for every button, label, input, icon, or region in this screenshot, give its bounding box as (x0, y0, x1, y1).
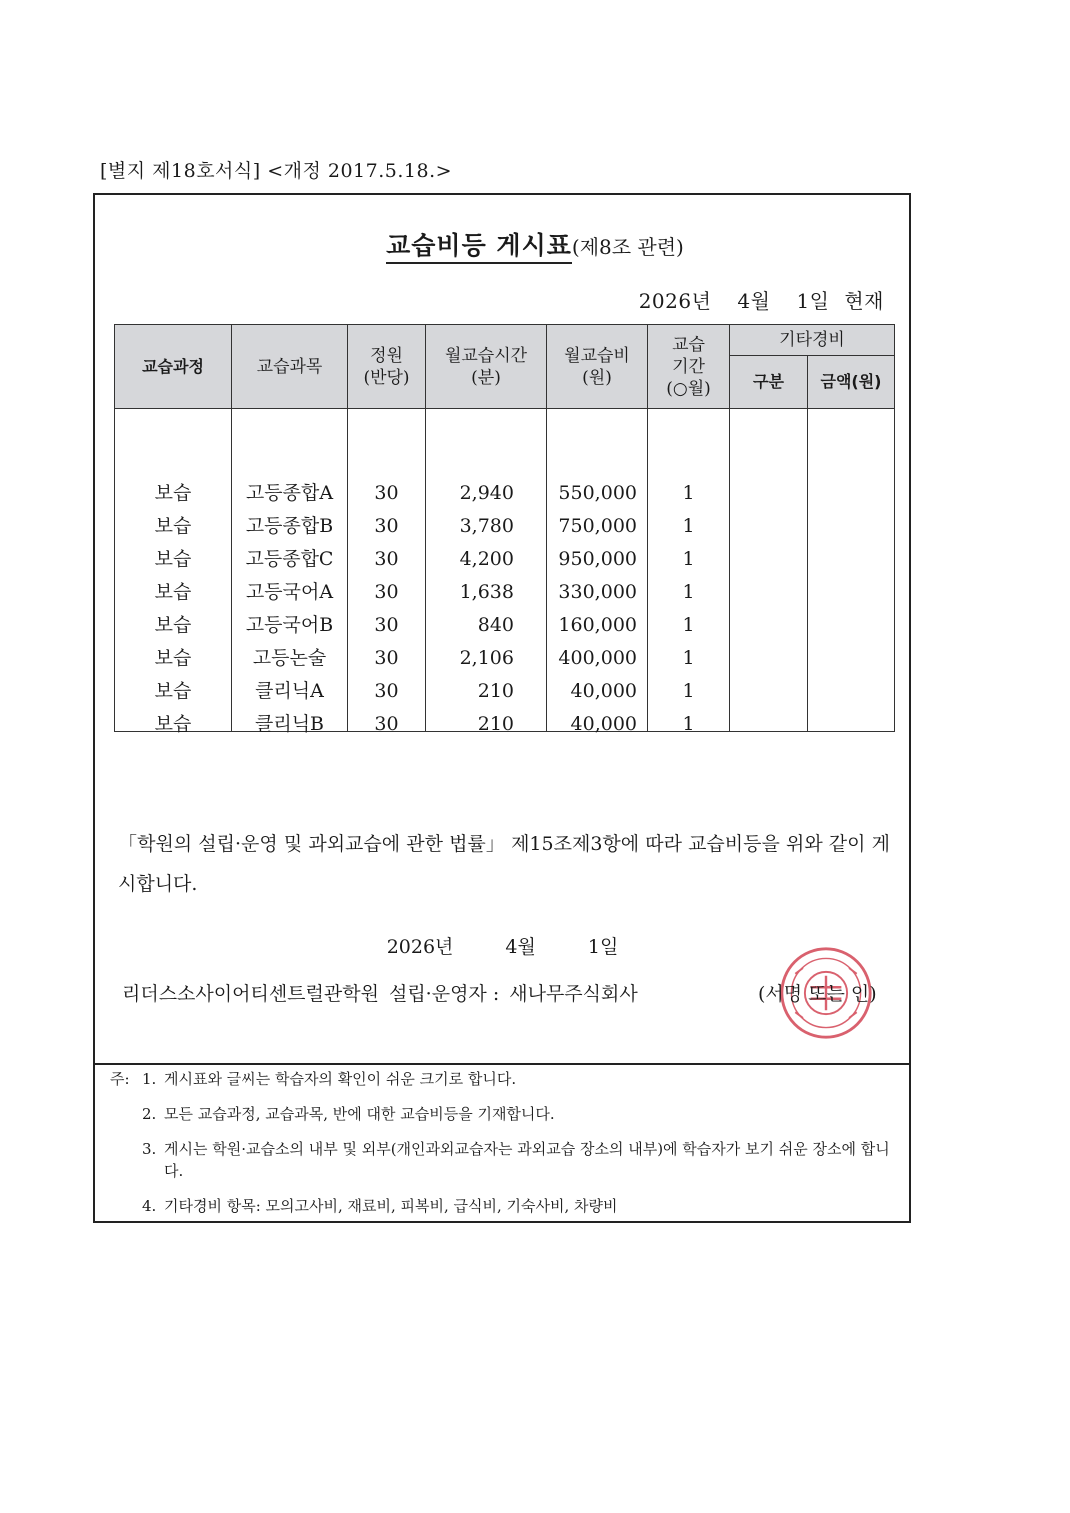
note-text: 게시는 학원·교습소의 내부 및 외부(개인과외교습자는 과외교습 장소의 내부)에 학습자가 보기 쉬운 장소에 합니다. (164, 1140, 890, 1180)
cell-hours: 210 (477, 713, 514, 735)
cell-fee: 330,000 (558, 581, 637, 603)
title-sub: (제8조 관련) (571, 235, 684, 259)
cell-hours: 1,638 (459, 581, 514, 603)
header-hours: 월교습시간 (분) (426, 325, 547, 409)
cell-course: 보습 (154, 581, 192, 603)
cell-subject: 고등국어A (245, 581, 334, 603)
signer-line (122, 979, 638, 1006)
cell-hours: 840 (477, 614, 514, 636)
cell-hours: 2,940 (459, 482, 514, 504)
col-period (648, 409, 730, 735)
cell-fee: 40,000 (570, 713, 637, 735)
cell-fee: 40,000 (570, 680, 637, 702)
cell-period: 1 (682, 515, 695, 537)
cell-course: 보습 (154, 548, 192, 570)
cell-course: 보습 (154, 680, 192, 702)
sign-label: (서명 또는 인) (758, 983, 877, 1005)
as-of-suffix: 현재 (844, 289, 884, 313)
cell-capacity: 30 (374, 482, 399, 504)
cell-period: 1 (682, 581, 695, 603)
col-subject (232, 409, 348, 735)
cell-capacity: 30 (374, 581, 399, 603)
header-capacity: 정원 (반당) (348, 325, 426, 409)
col-other-amount (808, 409, 895, 732)
header-subject: 교습과목 (232, 325, 348, 409)
cell-fee: 160,000 (558, 614, 637, 636)
note-item (110, 1138, 900, 1182)
as-of-day: 1일 (796, 289, 830, 313)
cell-course: 보습 (154, 482, 192, 504)
col-capacity (348, 409, 426, 735)
cell-hours: 2,106 (459, 647, 514, 669)
col-hours (426, 409, 547, 735)
fee-table (114, 324, 895, 735)
note-item (110, 1195, 900, 1217)
header-course: 교습과정 (115, 325, 232, 409)
note-item (110, 1068, 900, 1090)
as-of-month: 4월 (737, 289, 771, 313)
header-period: 교습 기간 (○월) (648, 325, 730, 409)
cell-capacity: 30 (374, 614, 399, 636)
cell-course: 보습 (154, 515, 192, 537)
signer-role: 설립·운영자 : (388, 983, 500, 1005)
note-number: 4. (142, 1197, 157, 1215)
as-of-date (639, 285, 884, 314)
note-item (110, 1103, 900, 1125)
cell-subject: 클리닉B (254, 713, 325, 735)
cell-course: 보습 (154, 614, 192, 636)
notice-year: 2026년 (386, 936, 454, 958)
cell-subject: 고등종합A (245, 482, 334, 504)
form-header: [별지 제18호서식] <개정 2017.5.18.> (100, 160, 453, 182)
cell-capacity: 30 (374, 713, 399, 735)
note-number: 2. (142, 1105, 157, 1123)
header-other-amount: 금액(원) (808, 356, 895, 409)
cell-period: 1 (682, 647, 695, 669)
cell-subject: 고등종합C (245, 548, 334, 570)
cell-fee: 950,000 (558, 548, 637, 570)
cell-course: 보습 (154, 647, 192, 669)
cell-subject: 고등국어B (245, 614, 334, 636)
cell-hours: 210 (477, 680, 514, 702)
signer-name: 새나무주식회사 (509, 983, 638, 1005)
note-number: 1. (142, 1070, 157, 1088)
cell-period: 1 (682, 614, 695, 636)
notice-month: 4월 (505, 936, 536, 958)
title-main: 교습비등 게시표 (386, 231, 572, 264)
cell-period: 1 (682, 680, 695, 702)
notes-divider (93, 1063, 911, 1065)
note-text: 게시표와 글씨는 학습자의 확인이 쉬운 크기로 합니다. (164, 1070, 517, 1088)
cell-period: 1 (682, 482, 695, 504)
cell-subject: 고등논술 (252, 647, 327, 669)
note-text: 모든 교습과정, 교습과목, 반에 대한 교습비등을 기재합니다. (164, 1105, 555, 1123)
cell-fee: 400,000 (558, 647, 637, 669)
notice-day: 1일 (587, 936, 619, 958)
header-other: 기타경비 (730, 325, 895, 356)
cell-period: 1 (682, 548, 695, 570)
notice-text: 「학원의 설립·운영 및 과외교습에 관한 법률」 제15조제3항에 따라 교습비등을 위와 같이 게시합니다. (118, 833, 890, 895)
header-fee: 월교습비 (원) (547, 325, 648, 409)
cell-hours: 4,200 (459, 548, 514, 570)
note-number: 3. (142, 1140, 157, 1158)
notes-section (110, 1068, 900, 1230)
note-text: 기타경비 항목: 모의고사비, 재료비, 피복비, 급식비, 기숙사비, 차량비 (164, 1197, 618, 1215)
header-other-type: 구분 (730, 356, 808, 409)
col-course (115, 409, 232, 735)
col-fee (547, 409, 648, 735)
notes-prefix: 주: (110, 1070, 130, 1088)
cell-course: 보습 (154, 713, 192, 735)
as-of-year: 2026년 (638, 289, 712, 313)
cell-capacity: 30 (374, 647, 399, 669)
cell-subject: 고등종합B (245, 515, 334, 537)
signer-academy: 리더스소사이어티센트럴관학원 (122, 983, 379, 1005)
cell-capacity: 30 (374, 515, 399, 537)
cell-fee: 550,000 (558, 482, 637, 504)
cell-subject: 클리닉A (255, 680, 324, 702)
cell-capacity: 30 (374, 548, 399, 570)
col-other-type (730, 409, 808, 732)
cell-hours: 3,780 (459, 515, 514, 537)
cell-capacity: 30 (374, 680, 399, 702)
page-title (0, 226, 1070, 262)
cell-period: 1 (682, 713, 695, 735)
cell-fee: 750,000 (558, 515, 637, 537)
